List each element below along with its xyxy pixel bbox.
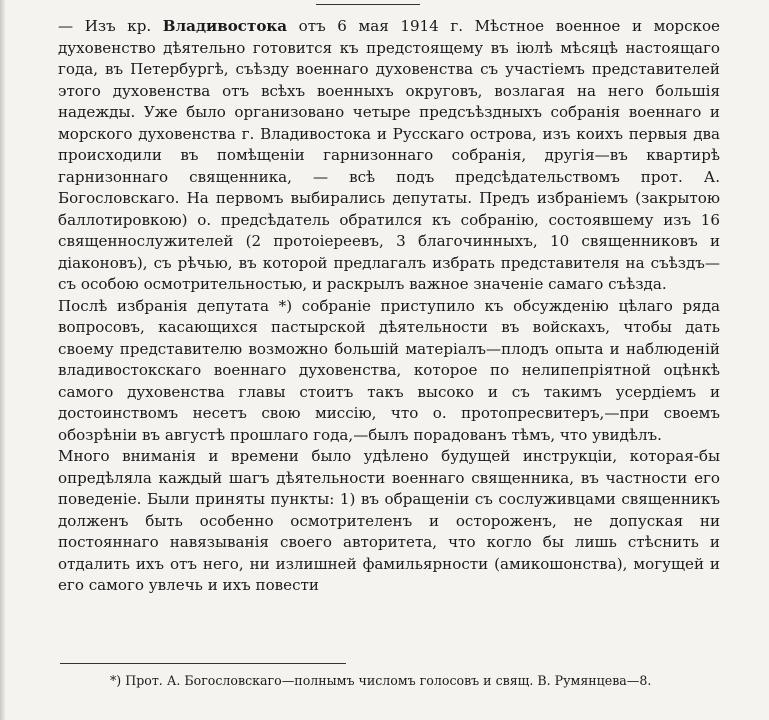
footnote [58, 670, 720, 691]
page-edge-shadow [0, 0, 6, 720]
paragraph-1 [58, 16, 720, 296]
paragraph-2: Послѣ избранія депутата *) собраніе приступило къ обсужденію цѣлаго ряда вопросовъ, касающихся пастырской дѣятельности въ войскахъ, чтобы дать своему представителю возможно большій матеріалъ—плодъ опыта и наблюденій владивостокскаго военнаго духовенства, которое по нелипепріятной оцѣнкѣ самого духовенства главы стоитъ такъ высоко и съ такимъ усердіемъ и достоинствомъ несетъ свою миссію, что о. протопресвитеръ,—при своемъ обозрѣніи въ августѣ прошлаго года,—былъ порадованъ тѣмъ, что увидѣлъ. [58, 296, 720, 444]
place-name-vladivostok: Владивостока [162, 17, 288, 35]
top-rule [316, 4, 420, 5]
paragraph-1-text: отъ 6 мая 1914 г. Мѣстное военное и морское духовенство дѣятельно готовится къ предстоящему въ іюлѣ мѣсяцѣ настоящаго года, въ Петербургѣ, съѣзду военнаго духовенства съ участіемъ представителей этого духовенства отъ всѣхъ военныхъ округовъ, возлагая на него большія надежды. Уже было организовано четыре предсъѣздныхъ собранія военнаго и морского духовенства г. Владивостока и Русскаго острова, изъ коихъ первыя два происходили въ помѣщеніи гарнизоннаго собранія, другія—въ квартирѣ гарнизоннаго священника, — всѣ подъ предсѣдательствомъ прот. А. Богословскаго. На первомъ выбирались депутаты. Предъ избраніемъ (закрытою баллотировкою) о. предсѣдатель обратился къ собранію, состоявшему изъ 16 священнослужителей (2 протоіереевъ, 3 благочинныхъ, 10 священниковъ и діаконовъ), съ рѣчью, въ которой предлагалъ избрать представителя на съѣздъ—съ особою осмотрительностью, и раскрылъ важное значеніе самаго съѣзда. [58, 17, 720, 293]
paragraph-3: Много вниманія и времени было удѣлено будущей инструкціи, которая-бы опредѣляла каждый шагъ дѣятельности военнаго священника, въ частности его поведеніе. Были приняты пункты: 1) въ обращеніи съ сослуживцами священникъ долженъ быть особенно осмотрителенъ и остороженъ, не допуская ни постояннаго навязыванія своего авторитета, что когло бы лишь стѣснить и отдалить ихъ отъ него, ни излишней фамильярности (амикошонства), могущей и его самого увлечь и ихъ повести [58, 447, 720, 594]
article-body [58, 16, 720, 597]
footnote-rule [60, 663, 346, 664]
paragraph-1-lead: — Изъ кр. [58, 17, 163, 35]
footnote-text: *) Прот. А. Богословскаго—полнымъ числомъ голосовъ и свящ. В. Румянцева—8. [110, 673, 652, 688]
